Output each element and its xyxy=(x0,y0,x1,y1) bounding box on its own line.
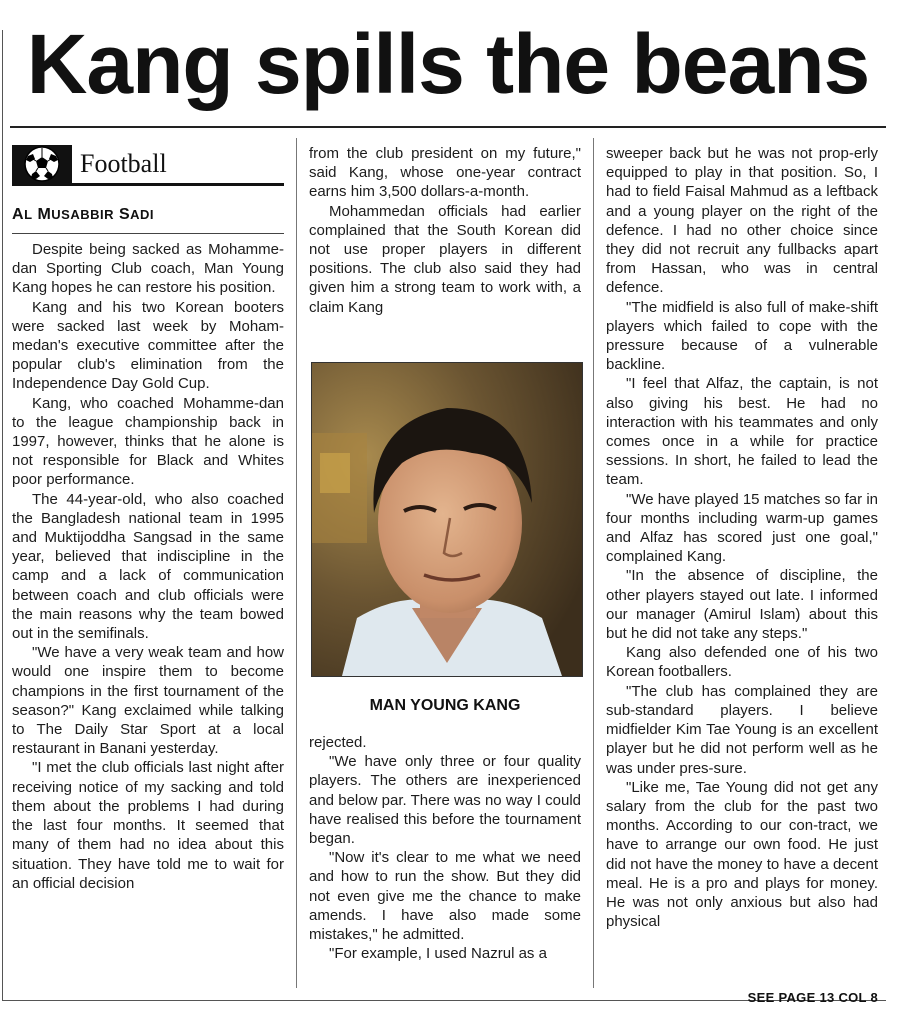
paragraph: "The club has complained they are sub-standard players. I believe midfielder Kim Tae Young is an excellent player but he did not perform well as he was under pres-sure. xyxy=(606,682,878,777)
paragraph: "I feel that Alfaz, the captain, is not also giving his best. He had no interaction with his teammates and only comes once in a while for practice sessions. In short, he failed to lead the team. xyxy=(606,375,878,489)
soccer-ball-icon xyxy=(12,145,72,183)
paragraph: "Now it's clear to me what we need and how to run the show. But they did not even give me the chance to make amends. I have also made some mistakes," he admitted. xyxy=(309,849,581,944)
article-column-2-bottom xyxy=(309,733,581,963)
paragraph: "For example, I used Nazrul as a xyxy=(329,945,547,963)
article-column-2-top xyxy=(309,144,581,317)
column-divider-1 xyxy=(296,138,297,988)
byline: AL MUSABBIR SADI xyxy=(12,206,155,223)
paragraph: Kang, who coached Mohamme-dan to the league championship back in 1997, however, thinks that he alone is not responsible for Black and Whites poor performance. xyxy=(12,394,284,489)
headline: Kang spills the beans xyxy=(26,17,870,111)
paragraph: "We have a very weak team and how would one inspire them to become champions in the first tournament of the season?" Kang exclaimed while talking to The Daily Star Sport at a local restaurant in Banani yesterday. xyxy=(12,644,284,758)
photo-caption: MAN YOUNG KANG xyxy=(369,697,521,714)
paragraph: Despite being sacked as Mohamme-dan Sporting Club coach, Man Young Kang hopes he can restore his position. xyxy=(12,241,284,297)
article-column-1 xyxy=(12,240,284,893)
portrait-photo xyxy=(311,362,583,677)
paragraph: Kang and his two Korean booters were sacked last week by Moham-medan's executive committee after the popular club's elimination from the Independence Day Gold Cup. xyxy=(12,298,284,393)
article-column-3 xyxy=(606,144,878,931)
paragraph: "The midfield is also full of make-shift players which failed to cope with the pressure because of a vulnerable backline. xyxy=(606,298,878,374)
paragraph: Kang also defended one of his two Korean footballers. xyxy=(606,644,878,681)
section-tag xyxy=(12,145,192,183)
paragraph: Mohammedan officials had earlier complained that the South Korean did not use proper players in different positions. The club also said they had given him a strong team to work with, a claim Kang xyxy=(309,202,581,316)
paragraph: "I met the club officials last night after receiving notice of my sacking and told them about the problems I had during the last four months. It seemed that many of them had no idea about this situation. They have told me to wait for an official decision xyxy=(12,759,284,892)
byline-rule xyxy=(12,233,284,234)
paragraph: from the club president on my future," said Kang, whose one-year contract earns him 3,500 dollars-a-month. xyxy=(309,145,581,201)
section-underline xyxy=(12,183,284,186)
paragraph: The 44-year-old, who also coached the Bangladesh national team in 1995 and Muktijoddha Sangsad in the same year, believed that indiscipline in the camp and a lack of communication between coach and club officials were the main reasons why the team bowed out in the semifinals. xyxy=(12,490,284,643)
headline-rule xyxy=(10,126,886,128)
paragraph: "In the absence of discipline, the other players stayed out late. I informed our manager (Amirul Islam) about this but he did not take any steps." xyxy=(606,567,878,643)
paragraph: "Like me, Tae Young did not get any salary from the club for the past two months. According to our con-tract, we have to arrange our own food. He just did not have the money to have a decent meal. He is a pro and plays for money. He was not only anxious but also had physical xyxy=(606,778,878,931)
paragraph: "We have played 15 matches so far in four months including warm-up games and Alfaz has scored just one goal," complained Kang. xyxy=(606,490,878,566)
paragraph: sweeper back but he was not prop-erly equipped to play in that position. So, I had to field Faisal Mahmud as a leftback and a young player on the right of the defence. I had no other choice since they did not recruit any fullbacks apart from Hassan, who was in central defence. xyxy=(606,145,878,297)
section-label: Football xyxy=(80,149,167,178)
paragraph: rejected. xyxy=(309,734,367,751)
paragraph: "We have only three or four quality players. The others are inexperienced and below par. There was no way I could have realised this before the tournament began. xyxy=(309,753,581,848)
continuation-note: SEE PAGE 13 COL 8 xyxy=(747,990,878,1005)
page-border-left xyxy=(2,30,3,1000)
column-divider-2 xyxy=(593,138,594,988)
